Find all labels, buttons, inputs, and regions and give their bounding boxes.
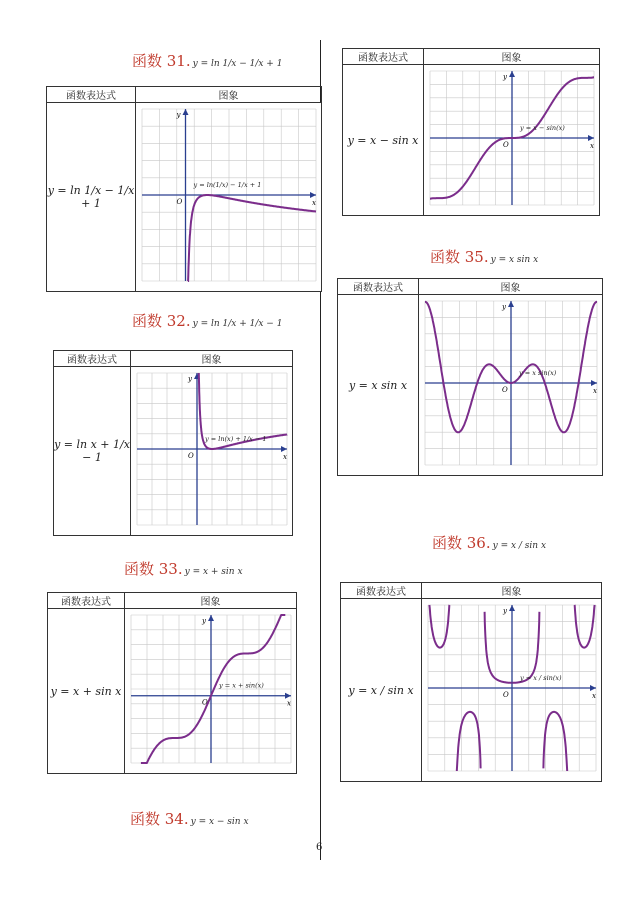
title-36-eq: y = x / sin x	[492, 541, 547, 551]
title-33-eq: y = x + sin x	[184, 567, 243, 577]
header-img: 图象	[419, 279, 603, 295]
graph-cell	[131, 367, 293, 536]
curve-label: y = x + sin(x)	[219, 681, 264, 690]
y-axis-label: y	[188, 375, 192, 383]
y-axis-arrow	[508, 301, 514, 307]
page-number: 6	[316, 842, 323, 853]
graph-36	[422, 599, 602, 777]
header-img: 图象	[136, 87, 322, 103]
title-31-eq: y = ln 1/x − 1/x + 1	[192, 59, 283, 69]
expr-cell: y = x sin x	[338, 295, 419, 476]
title-34-eq: y = x − sin x	[190, 817, 249, 827]
y-axis-label: y	[502, 303, 506, 311]
header-expr: 函数表达式	[338, 279, 419, 295]
x-axis-label: x	[592, 692, 596, 700]
x-axis-arrow	[588, 135, 594, 141]
function-table-35	[337, 278, 603, 476]
y-axis-label: y	[503, 73, 507, 81]
graph-31	[136, 103, 322, 287]
title-35	[430, 246, 538, 267]
function-table-36	[340, 582, 602, 782]
graph-cell	[424, 65, 600, 216]
header-img: 图象	[422, 583, 602, 599]
y-axis-arrow	[509, 71, 515, 77]
graph-cell	[125, 609, 297, 774]
header-expr: 函数表达式	[341, 583, 422, 599]
title-32-eq: y = ln 1/x + 1/x − 1	[192, 319, 283, 329]
graph-34	[424, 65, 600, 211]
x-axis-arrow	[590, 685, 596, 691]
header-expr: 函数表达式	[54, 351, 131, 367]
curve-label: y = x / sin(x)	[520, 674, 562, 682]
title-35-label: 函数 35.	[430, 248, 489, 266]
title-32	[132, 310, 282, 331]
function-curve	[188, 195, 316, 281]
x-axis-arrow	[285, 693, 291, 699]
expr-cell: y = x + sin x	[48, 609, 125, 774]
x-axis-arrow	[591, 380, 597, 386]
function-table-34	[342, 48, 600, 216]
curve-label: y = ln(1/x) − 1/x + 1	[193, 181, 262, 189]
header-expr: 函数表达式	[343, 49, 424, 65]
title-35-eq: y = x sin x	[490, 255, 539, 265]
title-33-label: 函数 33.	[124, 560, 183, 578]
y-axis-arrow	[509, 605, 515, 611]
curve-label: y = x sin(x)	[519, 369, 557, 377]
y-axis-label: y	[503, 607, 507, 615]
x-axis-label: x	[287, 699, 291, 708]
title-31	[132, 50, 282, 71]
graph-cell	[422, 599, 602, 782]
title-33	[124, 558, 243, 579]
graph-32	[131, 367, 293, 531]
x-axis-arrow	[310, 192, 316, 198]
header-img: 图象	[424, 49, 600, 65]
origin-label: O	[503, 691, 509, 699]
graph-cell	[419, 295, 603, 476]
curve-label: y = x − sin(x)	[520, 124, 565, 132]
title-36	[432, 532, 546, 553]
title-31-label: 函数 31.	[132, 52, 191, 70]
header-img: 图象	[125, 593, 297, 609]
title-36-label: 函数 36.	[432, 534, 491, 552]
expr-cell: y = x − sin x	[343, 65, 424, 216]
origin-label: O	[188, 452, 194, 460]
function-table-31	[46, 86, 322, 292]
expr-cell: y = ln x + 1/x − 1	[54, 367, 131, 536]
expr-cell: y = ln 1/x − 1/x + 1	[47, 103, 136, 292]
y-axis-arrow	[208, 615, 214, 621]
y-axis-arrow	[183, 109, 189, 115]
origin-label: O	[202, 698, 208, 707]
y-axis-label: y	[176, 111, 181, 119]
graph-cell	[136, 103, 322, 292]
expr-cell: y = x / sin x	[341, 599, 422, 782]
header-expr: 函数表达式	[48, 593, 125, 609]
function-table-33	[47, 592, 297, 774]
graph-35	[419, 295, 603, 471]
title-32-label: 函数 32.	[132, 312, 191, 330]
x-axis-label: x	[312, 199, 316, 207]
graph-33	[125, 609, 297, 769]
x-axis-label: x	[593, 387, 597, 395]
y-axis-label: y	[202, 617, 206, 625]
title-34	[130, 808, 249, 829]
curve-label: y = ln(x) + 1/x − 1	[205, 435, 267, 443]
origin-label: O	[176, 198, 183, 206]
x-axis-label: x	[590, 142, 594, 150]
title-34-label: 函数 34.	[130, 810, 189, 828]
origin-label: O	[503, 141, 509, 149]
origin-label: O	[502, 386, 508, 394]
x-axis-arrow	[281, 446, 287, 452]
x-axis-label: x	[283, 453, 287, 461]
header-img: 图象	[131, 351, 293, 367]
function-table-32	[53, 350, 293, 536]
header-expr: 函数表达式	[47, 87, 136, 103]
